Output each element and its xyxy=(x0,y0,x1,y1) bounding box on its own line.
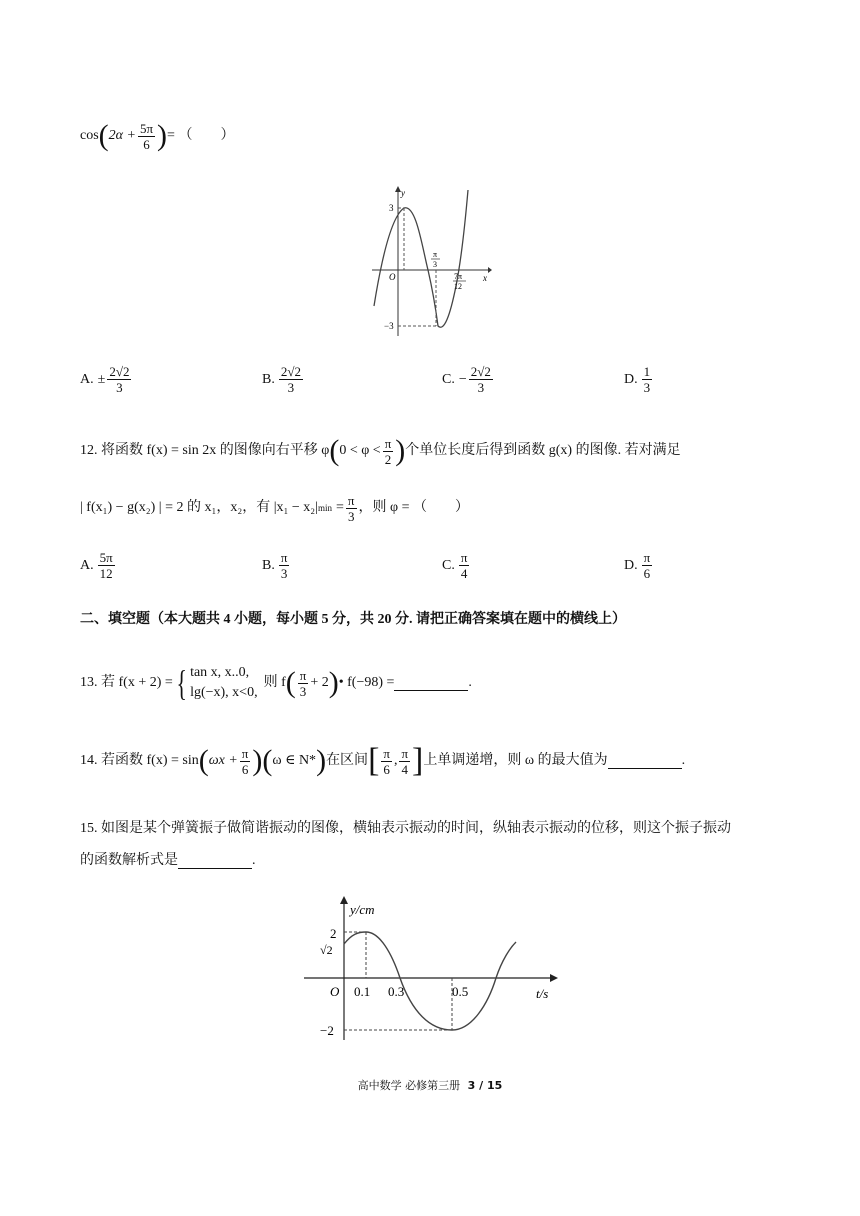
y-axis-arrow-icon xyxy=(340,896,348,904)
q14-arg-den: 6 xyxy=(241,761,249,777)
q15-line2 xyxy=(80,852,256,870)
option-letter: B. xyxy=(262,371,275,387)
option-den: 3 xyxy=(280,566,288,581)
q15-line1: 15. 如图是某个弹簧振子做简谐振动的图像，横轴表示振动的时间，纵轴表示振动的位移，则这个振子振动 xyxy=(80,821,731,836)
left-paren: ( xyxy=(98,119,109,152)
q13-case1: tan x, x..0, xyxy=(190,665,250,680)
q14-int-a-den: 6 xyxy=(383,761,390,777)
q11-sine-graph xyxy=(368,186,492,340)
q15-answer-blank[interactable] xyxy=(178,854,252,869)
q13-answer-blank[interactable] xyxy=(394,676,468,691)
footer-page-number: 3 / 15 xyxy=(467,1079,503,1092)
option-den: 12 xyxy=(99,566,113,581)
left-paren: ( xyxy=(329,434,340,467)
y-max-label: 3 xyxy=(389,203,394,213)
q13-end: . xyxy=(468,675,472,690)
right-paren: ) xyxy=(157,119,168,152)
q12-option-a[interactable] xyxy=(80,550,117,581)
q12-cond-den: 2 xyxy=(384,451,392,467)
q12-line1-text-b: 个单位长度后得到函数 g(x) 的图像. 若对满足 xyxy=(405,443,681,458)
tick-pi3-num: π xyxy=(433,250,438,259)
q14-cond: ω ∈ N* xyxy=(272,753,317,768)
right-paren: ) xyxy=(316,744,327,777)
q14-int-b-den: 4 xyxy=(401,761,408,777)
q12-line2-den: 3 xyxy=(347,508,355,524)
q13-lead: 13. 若 f(x + 2) = xyxy=(80,675,173,690)
option-letter: C. xyxy=(442,557,455,573)
t-axis-arrow-icon xyxy=(550,974,558,982)
y-2-label: 2 xyxy=(330,926,337,941)
x-label: x xyxy=(483,273,487,283)
origin-label: O xyxy=(330,984,340,999)
option-den: 3 xyxy=(477,380,485,395)
q12-option-b[interactable] xyxy=(262,550,291,581)
left-paren: ( xyxy=(262,744,273,777)
y-label: y xyxy=(401,188,405,198)
q12-min-sub: min xyxy=(318,503,333,513)
q13-cases xyxy=(190,663,258,703)
q13-case2: lg(−x), x<0, xyxy=(190,685,258,700)
brace: { xyxy=(176,663,187,703)
q14-int-b-num: π xyxy=(401,745,409,761)
section-title: 二、填空题（本大题共 4 小题，每小题 5 分，共 20 分. 请把正确答案填在题中的横线上） xyxy=(80,612,626,627)
q14-int-a-num: π xyxy=(383,745,390,761)
t-01-label: 0.1 xyxy=(354,984,371,999)
q14-tail: 上单调递增，则 ω 的最大值为 xyxy=(423,753,608,768)
origin-label: O xyxy=(389,272,396,282)
q11-expr-tail: = （ ） xyxy=(167,128,235,143)
tick-7pi12-den: 12 xyxy=(454,282,462,291)
q12-option-c[interactable] xyxy=(442,550,471,581)
option-num: 2√2 xyxy=(280,364,301,379)
option-num: π xyxy=(460,550,468,565)
q12-line2-text-a: | f(x₁) − g(x₂) | = 2 的 x₁，x₂，有 |x₁ − x₂| xyxy=(80,500,318,515)
option-prefix: ± xyxy=(97,371,106,387)
q11-option-b[interactable] xyxy=(262,364,305,395)
q11-fraction xyxy=(138,121,155,152)
option-num: π xyxy=(280,550,288,565)
right-paren: ) xyxy=(328,666,339,699)
q11-option-c[interactable] xyxy=(442,364,495,395)
q12-eq: = xyxy=(336,500,344,515)
option-den: 3 xyxy=(116,380,123,395)
q12-line2-text-b: ，则 φ = （ ） xyxy=(358,500,469,515)
q11-option-d[interactable] xyxy=(624,364,654,395)
option-den: 3 xyxy=(643,380,651,395)
q12-line1 xyxy=(80,432,681,470)
q12-line2 xyxy=(80,490,469,526)
option-den: 6 xyxy=(643,566,651,581)
option-num: 1 xyxy=(643,364,651,379)
q12-line2-num: π xyxy=(347,492,355,508)
footer-text: 高中数学 必修第三册 xyxy=(357,1079,461,1092)
right-paren: ) xyxy=(395,434,406,467)
q15-line2-text: 的函数解析式是 xyxy=(80,853,178,868)
left-paren: ( xyxy=(285,666,296,699)
option-letter: D. xyxy=(624,371,638,387)
q11-expression xyxy=(80,118,234,154)
q11-expr-head: cos xyxy=(80,128,99,143)
t-05-label: 0.5 xyxy=(452,984,469,999)
option-num: π xyxy=(643,550,651,565)
page-footer xyxy=(0,1077,860,1093)
left-paren: ( xyxy=(198,744,209,777)
option-den: 3 xyxy=(287,380,295,395)
comma: , xyxy=(393,753,398,768)
y-min-label: −3 xyxy=(384,321,394,331)
q11-frac-num: 5π xyxy=(139,120,154,136)
t-03-label: 0.3 xyxy=(388,984,405,999)
q15-end: . xyxy=(252,853,256,868)
q12-line1-text-a: 12. 将函数 f(x) = sin 2x 的图像向右平移 φ xyxy=(80,443,330,458)
option-letter: B. xyxy=(262,557,275,573)
y-sqrt2-label: √2 xyxy=(320,943,333,957)
oscillation-curve xyxy=(344,932,516,1030)
q13-line xyxy=(80,658,472,708)
left-bracket: [ xyxy=(368,742,380,779)
q11-expr-body: 2α + xyxy=(108,128,136,143)
q13-arg-num: π xyxy=(299,667,307,683)
option-num: 2√2 xyxy=(109,364,130,379)
q13-mid: 则 f xyxy=(263,675,286,690)
option-den: 4 xyxy=(460,566,468,581)
y-neg2-label: −2 xyxy=(320,1023,334,1038)
x-axis-arrow-icon xyxy=(488,267,492,273)
y-label: y/cm xyxy=(350,902,375,917)
q14-arg-num: π xyxy=(241,745,249,761)
q11-option-a[interactable] xyxy=(80,364,133,395)
q13-arg-tail: + 2 xyxy=(310,675,329,690)
right-bracket: ] xyxy=(412,742,424,779)
q13-arg-den: 3 xyxy=(299,683,307,699)
q14-answer-blank[interactable] xyxy=(608,754,682,769)
option-num: 2√2 xyxy=(470,364,491,379)
q14-arg-a: ωx + xyxy=(208,753,238,768)
tick-pi3-den: 3 xyxy=(433,260,437,269)
q12-cond-text: 0 < φ < xyxy=(339,443,381,458)
q11-frac-den: 6 xyxy=(143,136,150,152)
q14-mid: 在区间 xyxy=(326,753,369,768)
option-letter: A. xyxy=(80,371,94,387)
q15-oscillation-graph xyxy=(300,894,562,1044)
q14-end: . xyxy=(681,753,686,768)
option-letter: A. xyxy=(80,557,94,573)
option-letter: D. xyxy=(624,557,638,573)
q12-option-d[interactable] xyxy=(624,550,654,581)
option-num: 5π xyxy=(99,550,113,565)
q12-cond-num: π xyxy=(384,435,392,451)
q13-tail: • f(−98) = xyxy=(338,675,395,690)
right-paren: ) xyxy=(252,744,263,777)
option-prefix: − xyxy=(458,371,467,387)
t-label: t/s xyxy=(536,986,549,1001)
q14-line xyxy=(80,742,685,780)
option-letter: C. xyxy=(442,371,455,387)
tick-7pi12-num: 7π xyxy=(454,272,463,281)
q14-lead: 14. 若函数 f(x) = sin xyxy=(80,753,199,768)
